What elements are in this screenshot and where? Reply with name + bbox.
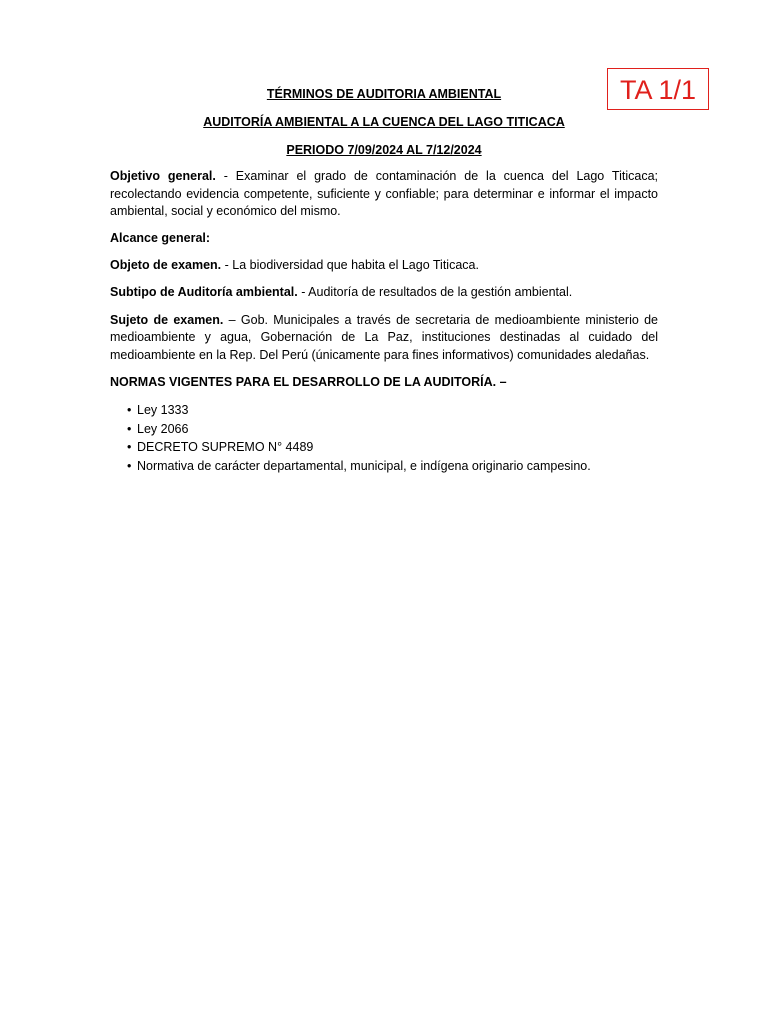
subtipo-text: Auditoría de resultados de la gestión ambiental. [308, 285, 573, 300]
bullet-icon: • [127, 402, 132, 417]
bullet-icon: • [127, 421, 132, 436]
sujeto-text: Gob. Municipales a través de secretaria de medioambiente ministerio de medioambiente y agua, Gobernación de La Paz, instituciones destinadas al cuidado del medioambiente en la Rep. Del Perú (únicamente para fines informativos) comunidades aledañas. [110, 312, 659, 362]
objetivo-separator: - [215, 169, 236, 183]
list-item [127, 438, 658, 457]
sujeto-label: Sujeto de examen. [110, 312, 224, 327]
list-item-text: Ley 1333 [137, 402, 189, 417]
objetivo-paragraph [110, 168, 658, 221]
objetivo-text: Examinar el grado de contaminación de la cuenca del Lago Titicaca; recolectando evidencia competente, suficiente y confiable; para determinar e informar el impacto ambiental, social y económico del mismo. [110, 169, 659, 219]
bullet-icon: • [127, 440, 132, 455]
document-body [110, 168, 658, 476]
subtipo-label: Subtipo de Auditoría ambiental. [110, 285, 298, 300]
normas-list [110, 401, 658, 476]
document-subtitle: AUDITORÍA AMBIENTAL A LA CUENCA DEL LAGO TITICACA [203, 115, 565, 129]
alcance-label: Alcance general: [110, 231, 211, 246]
objeto-paragraph [110, 257, 658, 275]
document-title: TÉRMINOS DE AUDITORIA AMBIENTAL [266, 87, 502, 101]
ta-stamp-box: TA 1/1 [607, 68, 709, 110]
sujeto-paragraph [110, 312, 658, 365]
document-period: PERIODO 7/09/2024 AL 7/12/2024 [286, 143, 482, 157]
list-item [127, 420, 658, 439]
bullet-icon: • [127, 459, 132, 474]
normas-heading: NORMAS VIGENTES PARA EL DESARROLLO DE LA AUDITORÍA. – [110, 374, 507, 389]
list-item-text: Ley 2066 [137, 421, 189, 436]
objeto-text: La biodiversidad que habita el Lago Titicaca. [232, 258, 479, 273]
subtipo-paragraph [110, 284, 658, 302]
list-item [127, 457, 658, 476]
sujeto-separator: – [223, 312, 241, 327]
list-item-text: DECRETO SUPREMO N° 4489 [137, 440, 314, 455]
objeto-label: Objeto de examen. [110, 258, 222, 273]
list-item-text: Normativa de carácter departamental, municipal, e indígena originario campesino. [137, 459, 591, 474]
list-item [127, 401, 658, 420]
objeto-separator: - [221, 258, 233, 273]
objetivo-label: Objetivo general. [110, 169, 216, 183]
subtipo-separator: - [297, 285, 309, 300]
